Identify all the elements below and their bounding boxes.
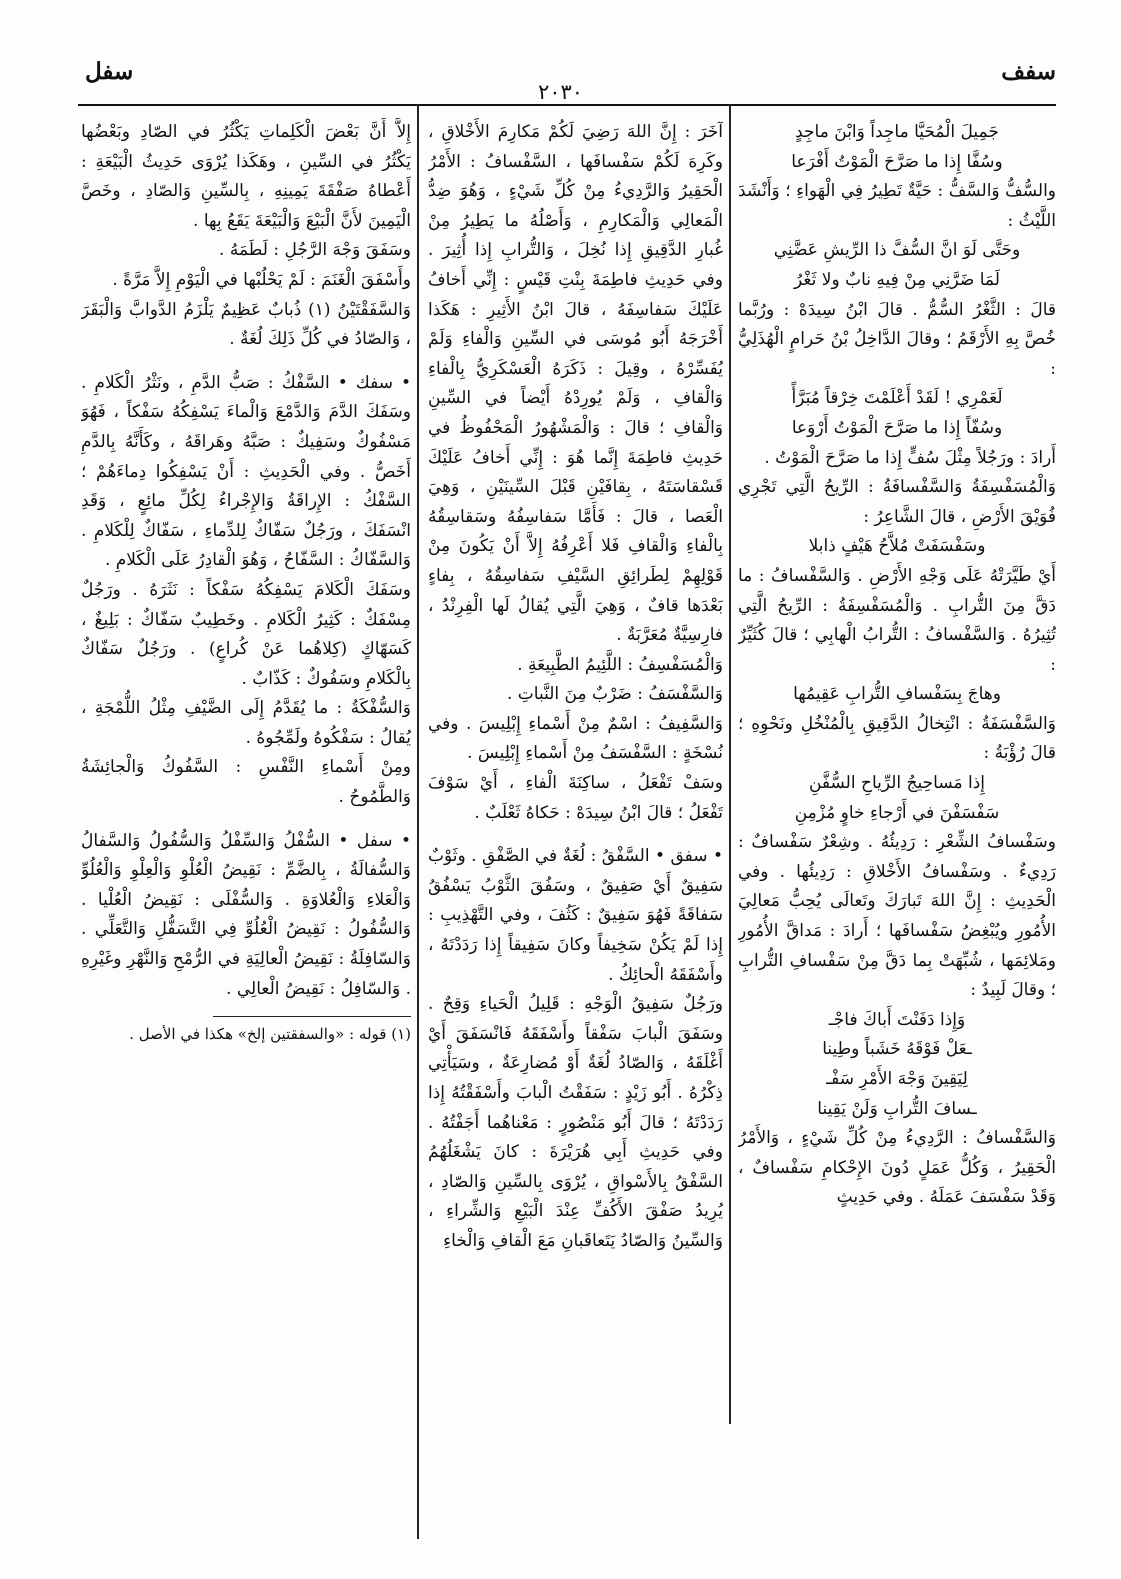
verse-line: وسُفَّا إِذا ما صَرَّحَ الْمَوْتُ أَفْرَعا: [791, 151, 1003, 172]
column-divider: [729, 104, 731, 1424]
paragraph: وَالسَّفْسافُ : الرَّدِيءُ مِنْ كُلِّ شَيْءٍ ، وَالأَمْرُ الْحَقِيرُ ، وَكُلُّ عَمَلٍ دُونَ الإِحْكامِ سَفْسافٌ ، وَقَدْ سَفْسَفَ عَمَلَهُ . وفي حَدِيثٍ: [738, 1128, 1056, 1208]
header-rule: [78, 104, 1056, 106]
paragraph: أَرادَ : ورَجُلاً مِثْلَ سُفٍّ إِذا ما صَرَّحَ الْمَوْتُ .: [764, 447, 1056, 468]
paragraph: وَالسُّفْكَةُ : ما يُقَدَّمُ إِلَى الضَّيْفِ مِثْلُ اللُّمْجَةِ ، يُقالُ : سَفْكُوهُ ولَمِّجُوهُ .: [81, 698, 411, 748]
verse-line: وَإِذا دَفَنْتَ أَباكَ فاجْـ: [828, 1009, 966, 1030]
verse-line: لَمَا ضَرَّنِي مِنْ فِيهِ نابٌ ولا ثَغْرُ: [794, 269, 1000, 290]
column-left: [81, 118, 411, 1539]
entry-safq: • سفق • السَّفْقُ : لُغَةٌ في الصَّفْقِ . وثَوْبٌ سَفِيقٌ أَيْ صَفِيقٌ ، وسَفُقَ الثَّوْبُ يَسْفُقُ سَفاقَةً فَهُوَ سَفِيقٌ : كَثُفَ ، وفي التَّهْذِيبِ : إِذا لَمْ يَكُنْ سَخِيفاً وكانَ سَفِيقاً إِذا رَدَدْتَهُ ، وأَسْفَقَهُ الْحائِكُ .: [428, 846, 723, 985]
verse-line: سَفْسَفْنَ في أَرْجاءِ خاوٍ مُزْمِنِ: [794, 802, 1000, 823]
paragraph: آخَرَ : إِنَّ اللهَ رَضِيَ لَكُمْ مَكارِمَ الأَخْلاقِ ، وكَرِهَ لَكُمْ سَفْسافَها ، السَّفْسافُ : الأَمْرُ الْحَقِيرُ وَالرَّدِيءُ مِنْ كُلِّ شَيْءٍ ، وَهُوَ ضِدُّ الْمَعالِي وَالْمَكارِمِ ، وَأَصْلُهُ ما يَطِيرُ مِنْ غُبارِ الدَّقِيقِ إِذا نُخِلَ ، وَالتُّرابِ إِذا أُثِيرَ . وفي حَدِيثِ فاطِمَةَ بِنْتِ قَيْسٍ : إِنِّي أَخافُ عَلَيْكَ سَفاسِفَهُ ، قالَ ابْنُ الأَثِيرِ : هَكَذا أَخْرَجَهُ أَبُو مُوسَى في السِّينِ وَالْفاءِ وَلَمْ يُفَسِّرْهُ ، وقِيلَ : ذَكَرَهُ الْعَسْكَرِيُّ بِالْفاءِ وَالْقافِ ، وَلَمْ يُورِدْهُ أَيْضاً في السِّينِ وَالْقافِ ؛ قالَ : وَالْمَشْهُورُ الْمَحْفُوظُ في حَدِيثِ فاطِمَةَ إِنَّما هُوَ : إِنِّي أَخافُ عَلَيْكَ قَسْقاسَتَهُ ، بِقافَيْنِ قَبْلَ السِّينَيْنِ ، وَهِيَ الْعَصا ، قالَ : فَأَمَّا سَفاسِفُهُ وسَقاسِقُهُ بِالْفاءِ وَالْقافِ فَلا أَعْرِفُهُ إِلاَّ أَنْ يَكُونَ مِنْ قَوْلِهِمْ لِطَرائِقِ السَّيْفِ سَفاسِقُهُ ، بِفاءٍ بَعْدَها قافٌ ، وَهِيَ الَّتِي يُقالُ لَها الْفِرِنْدُ ، فارِسِيَّةٌ مُعَرَّبَةٌ .: [428, 122, 723, 646]
page-number: ٢٠٣٠: [537, 80, 584, 104]
entry-safl: • سفل • السُّفْلُ وَالسِّفْلُ وَالسُّفُولُ وَالسَّفالُ وَالسُّفالَةُ ، بِالضَّمِّ : نَقِيضُ الْعُلْوِ وَالْعِلْوِ وَالْعُلُوِّ وَالْعَلاءِ وَالْعُلاوَةِ . وَالسُّفْلَى : نَقِيضُ الْعُلْيا . وَالسُّفُولُ : نَقِيضُ الْعُلُوِّ فِي التَّسَفُّلِ وَالتَّعَلِّي . وَالسّافِلَةُ : نَقِيضُ الْعالِيَةِ في الرُّمْحِ وَالنَّهْرِ وغَيْرِهِ . وَالسّافِلُ : نَقِيضُ الْعالِي .: [81, 830, 411, 999]
verse-line: إِذا مَساحِيجُ الرِّياحِ السُّفَّنِ: [808, 773, 986, 794]
paragraph: وَالسَّفْسَفَةُ : انْتِخالُ الدَّقِيقِ بِالْمُنْخُلِ ونَحْوِهِ ؛ قالَ رُؤْبَةُ :: [738, 713, 1056, 764]
column-right: [738, 118, 1056, 1539]
paragraph: وَالسَّفِيفُ : اسْمٌ مِنْ أَسْماءِ إِبْلِيسَ . وفي نُسْخَةٍ : السَّفْسَفُ مِنْ أَسْماءِ إِبْلِيسَ .: [428, 713, 723, 764]
verse-line: وسَفْسَفَتْ مُلاَّحُ هَيْفٍ ذابلا: [808, 536, 986, 557]
verse-line: لَعَمْرِي ! لَقَدْ أَعْلَمْتَ خِرْقاً مُبَرَّأً: [791, 388, 1003, 409]
paragraph: وسَفْسافُ الشِّعْرِ : رَدِيئُهُ . وشِعْرٌ سَفْسافٌ : رَدِيءٌ . وسَفْسافُ الأَخْلاقِ : رَدِيئُها . وفي الْحَدِيثِ : إِنَّ اللهَ تَبارَكَ وتَعالَى يُحِبُّ مَعالِيَ الأُمُورِ ويُبْغِضُ سَفْسافَها ؛ أَرادَ : مَداقَّ الأُمُورِ ومَلائِمَها ، شُبِّهَتْ بِما دَقَّ مِنْ سَفْسافِ التُّرابِ ؛ وقالَ لَبِيدٌ :: [738, 832, 1056, 1001]
paragraph: إِلاَّ أَنَّ بَعْضَ الْكَلِماتِ يَكْثُرُ في الصّادِ وبَعْضُها يَكْثُرُ في السِّينِ ، وهَكَذا يُرْوَى حَدِيثُ الْبَيْعَةِ : أَعْطاهُ صَفْقَةَ يَمِينِهِ ، بِالسِّينِ وَالصّادِ ، وخَصَّ الْيَمِينَ لأَنَّ الْبَيْعَ وَالْبَيْعَةَ يَقَعُ بِها .: [81, 122, 411, 231]
paragraph: والسُّفُّ وَالسَّفُّ : حَيَّةٌ تَطِيرُ فِي الْهَواءِ ؛ وَأَنْشَدَ اللَّيْثُ :: [738, 181, 1056, 231]
verse-line: وحَتَّى لَوَ انَّ السُّفَّ ذا الرِّيشِ عَضَّنِي: [773, 240, 1021, 261]
verse-line: جَمِيلَ الْمُحَيَّا ماجِداً وَابْنَ ماجِدٍ: [795, 122, 999, 142]
paragraph: وَالْمُسَفْسِفُ : اللَّئِيمُ الطَّبِيعَةِ .: [517, 654, 723, 675]
paragraph: وَالسَّفَقْتَيْنُ (١) ذُبابٌ عَظِيمٌ يَلْزَمُ الدَّوابَّ وَالْبَقَرَ ، وَالصّادُ في كُلِّ ذَلِكَ لُغَةٌ .: [81, 299, 411, 350]
paragraph: ورَجُلٌ سَفِيقُ الْوَجْهِ : قَلِيلُ الْحَياءِ وَقِحٌ . وسَفَقَ الْبابَ سَفْقاً وأَسْفَقَهُ فَانْسَفَقَ أَيْ أَغْلَقَهُ ، وَالصّادُ لُغَةٌ أَوْ مُضارِعَةٌ ، وسَيَأْتِي ذِكْرُهُ . أَبُو زَيْدٍ : سَفَقْتُ الْبابَ وأَسْفَقْتُهُ إِذا رَدَدْتَهُ ؛ قالَ أَبُو مَنْصُورٍ : مَعْناهُما أَجَفْتُهُ . وفي حَدِيثِ أَبِي هُرَيْرَةَ : كانَ يَشْغَلُهُمُ السَّفْقُ بِالأَسْواقِ ، يُرْوَى بِالسِّينِ وَالصّادِ ، يُرِيدُ صَفْقَ الأَكُفِّ عِنْدَ الْبَيْعِ وَالشِّراءِ ، وَالسِّينُ وَالصّادُ يَتَعاقَبانِ مَعَ الْقافِ وَالْخاءِ: [428, 994, 723, 1251]
footnote: (١) قوله : «والسفقتين إلخ» هكذا في الأصل .: [129, 1025, 411, 1044]
column-middle: [428, 118, 723, 1539]
paragraph: وأَسْفَقَ الْغَنَمَ : لَمْ يَحْلُبْها في الْيَوْمِ إِلاَّ مَرَّةً .: [112, 269, 411, 290]
paragraph: وَالْمُسَفْسِفَةُ وَالسَّفْسافَةُ : الرِّيحُ الَّتِي تَجْرِي فُوَيْقَ الأَرْضِ ، قالَ الشَّاعِرُ :: [738, 477, 1056, 527]
running-header-left: سفل: [85, 58, 134, 85]
verse-line: ـعَلْ فَوْقَهُ خَشَباً وطِينا: [822, 1039, 972, 1060]
paragraph: وَالسَّفْسَفُ : ضَرْبٌ مِنَ النَّباتِ .: [506, 684, 723, 705]
verse-line: وسُفّاً إِذا ما صَرَّحَ الْمَوْتُ أَرْوَعا: [791, 417, 1003, 438]
entry-safk: • سفك • السَّفْكُ : صَبُّ الدَّمِ ، ونَثْرُ الْكَلامِ . وسَفَكَ الدَّمَ وَالدَّمْعَ وَالْماءَ يَسْفِكُهُ سَفْكاً ، فَهُوَ مَسْفُوكٌ وسَفِيكٌ : صَبَّهُ وهَراقَهُ ، وكَأَنَّهُ بِالدَّمِ أَخَصُّ . وفي الْحَدِيثِ : أَنْ يَسْفِكُوا دِماءَهُمْ ؛ السَّفْكُ : الإِراقَةُ وَالإِجْراءُ لِكُلِّ مائِعٍ ، وَقَدِ انْسَفَكَ ، ورَجُلٌ سَفّاكٌ لِلدِّماءِ ، سَفّاكٌ لِلْكَلامِ . وَالسَّفّاكُ : السَّفّاحُ ، وَهُوَ الْقادِرُ عَلَى الْكَلامِ .: [81, 372, 411, 571]
paragraph: وسَفَقَ وَجْهَ الرَّجُلِ : لَطَمَهُ .: [219, 240, 411, 261]
column-divider: [417, 104, 419, 1539]
paragraph: ومِنْ أَسْماءِ النَّفْسِ : السَّفُوكُ وَالْجائِشَةُ وَالطَّمُوحُ .: [81, 757, 411, 808]
paragraph: قالَ : الثَّغْرُ السُّمُّ . قالَ ابْنُ سِيدَهْ : ورُبَّما خُصَّ بِهِ الأَرْقَمُ ؛ وقالَ الدَّاخِلُ بْنُ حَرامٍ الْهُذَلِيُّ :: [738, 299, 1056, 379]
paragraph: وسَفْ تَفْعَلُ ، ساكِنَةَ الْفاءِ ، أَيْ سَوْفَ تَفْعَلُ ؛ قالَ ابْنُ سِيدَهْ : حَكاهُ ثَعْلَبٌ .: [428, 773, 723, 823]
running-header-right: سفف: [1001, 58, 1056, 85]
verse-line: ـسافَ التُّرابِ وَلَنْ يَقِينا: [817, 1098, 977, 1119]
paragraph: وسَفَكَ الْكَلامَ يَسْفِكُهُ سَفْكاً : نَثَرَهُ . ورَجُلٌ مِسْفَكٌ : كَثِيرُ الْكَلامِ . وخَطِيبٌ سَفّاكٌ : بَلِيغٌ ، كَسَهّاكٍ (كِلاهُما عَنْ كُراعٍ) . ورَجُلٌ سَفّاكٌ بِالْكَلامِ وسَفُوكٌ : كَذّابٌ .: [81, 579, 411, 689]
verse-line: لِيَقِينَ وَجْهَ الأَمْرِ سَفْـ: [826, 1069, 968, 1089]
paragraph: أَيْ طَيَّرَتْهُ عَلَى وَجْهِ الأَرْضِ . وَالسَّفْسافُ : ما دَقَّ مِنَ التُّرابِ . وَالْمُسَفْسِفَةُ : الرِّيحُ الَّتِي تُثِيرُهُ . وَالسَّفْسافُ : التُّرابُ الْهابِي ؛ قالَ كُثَيِّرٌ :: [738, 565, 1056, 675]
footnote-rule: [213, 1016, 411, 1017]
verse-line: وهاجَ بِسَفْسافِ التُّرابِ عَقِيمُها: [793, 684, 1001, 705]
